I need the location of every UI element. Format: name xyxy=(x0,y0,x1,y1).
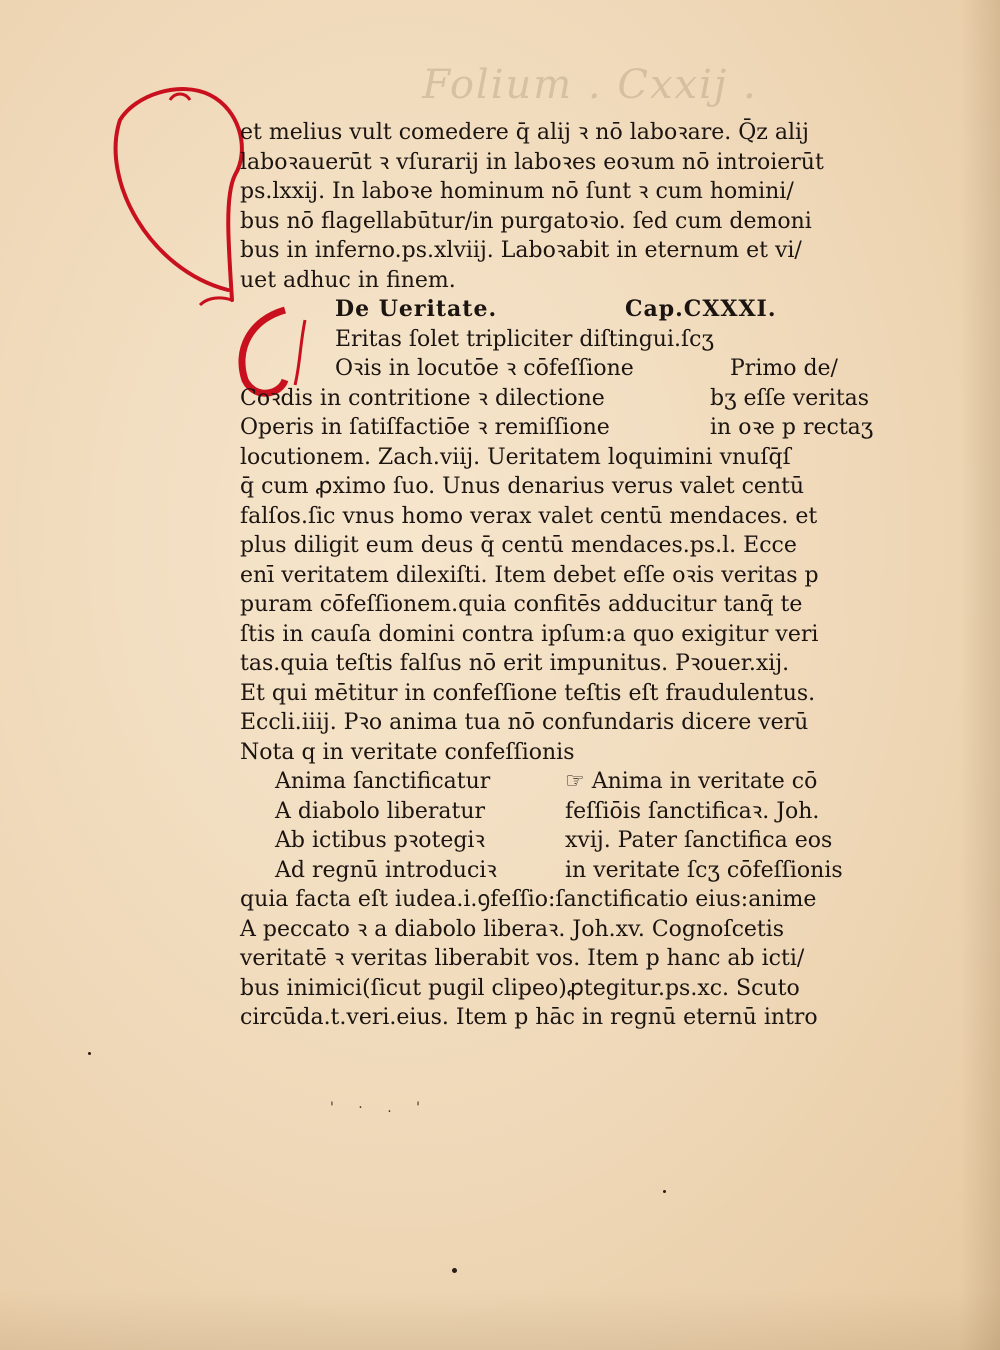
ink-spot xyxy=(452,1268,457,1273)
nota-left: Anima ſanctificatur xyxy=(275,769,491,794)
nota-row xyxy=(240,767,920,797)
nota-right: in veritate ſcʒ cōfeſſionis xyxy=(565,857,843,883)
chapter-number: Cap.CXXXI. xyxy=(625,296,777,322)
nota-left: Ad regnū introduciꝛ xyxy=(275,857,497,883)
text-line: bus nō flagellabūtur/in purgatoꝛio. ſed cum demoni xyxy=(240,208,812,234)
nota-right: feſſiōis ſanctificaꝛ. Joh. xyxy=(565,798,820,824)
ink-spot xyxy=(663,1190,666,1193)
chapter-row xyxy=(240,354,920,384)
nota-right: xvij. Pater ſanctifica eos xyxy=(565,828,833,853)
chapter-row xyxy=(240,384,920,414)
running-head: Folium . Cxxij . xyxy=(422,62,758,108)
chapter-row-left: Oꝛis in locutōe ꝛ cōfeſſione xyxy=(335,356,634,381)
text-line: Et qui mētitur in confeſſione teſtis eſt fraudulentus. xyxy=(240,680,816,706)
text-line: bus inimici(ſicut pugil clipeo)ꝓtegitur.ps.xc. Scuto xyxy=(240,975,800,1001)
text-line: puram cōfeſſionem.quia confitēs adducitur tanq̄ te xyxy=(240,592,803,617)
text-line: plus diligit eum deus q̄ centū mendaces.ps.l. Ecce xyxy=(240,533,797,558)
text-line: tas.quia teſtis falſus nō erit impunitus. Pꝛouer.xij. xyxy=(240,651,790,676)
text-line: uet adhuc in finem. xyxy=(240,267,456,293)
nota-left: Ab ictibus pꝛotegiꝛ xyxy=(275,828,485,853)
text-line: ſtis in cauſa domini contra ipſum:a quo exigitur veri xyxy=(240,621,819,647)
nota-row xyxy=(240,797,920,827)
text-line: Eccli.iiij. Pꝛo anima tua nō confundaris dicere verū xyxy=(240,710,809,735)
text-line: quia facta eſt iudea.i.ꝯfeſſio:ſanctificatio eius:anime xyxy=(240,887,817,912)
stray-marks: ' · . ' xyxy=(330,1100,430,1116)
chapter-row xyxy=(240,325,920,355)
chapter-title: De Ueritate. xyxy=(335,296,498,322)
chapter-row xyxy=(240,413,920,443)
text-line: bus in inferno.ps.xlviij. Laboꝛabit in eternum et vi/ xyxy=(240,238,802,263)
text-block xyxy=(240,118,920,1033)
nota-left: A diabolo liberatur xyxy=(275,798,486,824)
chapter-row-left: Operis in ſatiſfactiōe ꝛ remiſſione xyxy=(240,415,610,440)
text-line: et melius vult comedere q̄ alij ꝛ nō laboꝛare. Q̄z alij xyxy=(240,120,809,145)
text-line: q̄ cum ꝓximo ſuo. Unus denarius verus valet centū xyxy=(240,474,805,499)
text-line: enī veritatem dilexiſti. Item debet eſſe oꝛis veritas p xyxy=(240,562,819,588)
text-line: Nota q in veritate confeſſionis xyxy=(240,739,575,765)
nota-row xyxy=(240,826,920,856)
chapter-row-right: Primo de/ xyxy=(730,356,838,381)
chapter-heading xyxy=(240,295,920,325)
chapter-row-right: in oꝛe p rectaʒ xyxy=(710,415,874,440)
ink-spot xyxy=(88,1052,91,1055)
chapter-row-right: bʒ eſſe veritas xyxy=(710,385,870,411)
text-line: ps.lxxij. In laboꝛe hominum nō ſunt ꝛ cum homini/ xyxy=(240,179,794,204)
text-line: laboꝛauerūt ꝛ vſurarij in laboꝛes eoꝛum nō introierūt xyxy=(240,149,824,175)
nota-row xyxy=(240,856,920,886)
text-line: locutionem. Zach.viij. Ueritatem loquimini vnuſq̄ſ xyxy=(240,444,791,470)
chapter-row-left: Coꝛdis in contritione ꝛ dilectione xyxy=(240,385,605,411)
text-line: circūda.t.veri.eius. Item p hāc in regnū eternū intro xyxy=(240,1005,818,1030)
text-line: falſos.ſic vnus homo verax valet centū mendaces. et xyxy=(240,503,818,529)
text-line: A peccato ꝛ a diabolo liberaꝛ. Joh.xv. Cognoſcetis xyxy=(240,916,785,942)
chapter-row-left: Eritas ſolet tripliciter diſtingui.ſcʒ xyxy=(335,326,714,352)
nota-right: ☞ Anima in veritate cō xyxy=(565,769,818,794)
text-line: veritatē ꝛ veritas liberabit vos. Item p hanc ab icti/ xyxy=(240,946,805,971)
